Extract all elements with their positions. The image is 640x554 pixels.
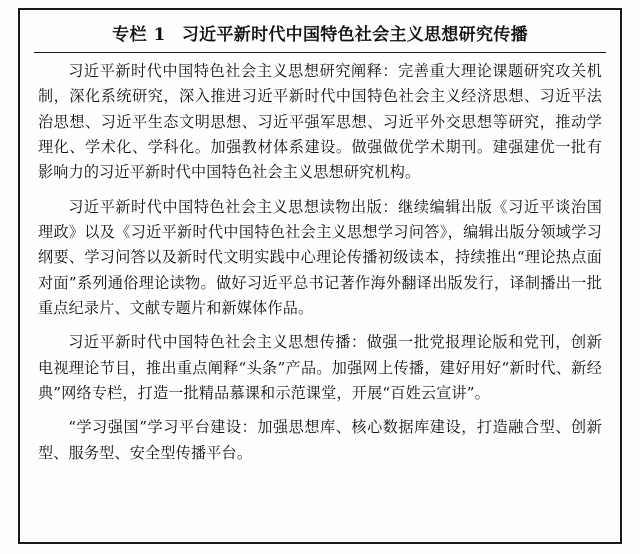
title-divider <box>34 52 606 53</box>
highlight-box-content <box>20 10 620 542</box>
paragraph-platform: “学习强国”学习平台建设：加强思想库、核心数据库建设，打造融合型、创新型、服务型、安全型传播平台。 <box>38 418 602 462</box>
box-title-row <box>34 16 606 48</box>
box-label: 专栏 1 <box>112 25 166 45</box>
highlight-box <box>18 8 622 544</box>
paragraph-dissemination: 习近平新时代中国特色社会主义思想传播：做强一批党报理论版和党刊，创新电视理论节目，推出重点阐释“头条”产品。加强网上传播，建好用好“新时代、新经典”网络专栏，打造一批精品慕课和示范课堂，开展“百姓云宣讲”。 <box>38 333 602 403</box>
paragraph-research: 习近平新时代中国特色社会主义思想研究阐释：完善重大理论课题研究攻关机制，深化系统研究，深入推进习近平新时代中国特色社会主义经济思想、习近平法治思想、习近平生态文明思想、习近平强军思想、习近平外交思想等研究，推动学理化、学术化、学科化。加强教材体系建设。做强做优学术期刊。建强建优一批有影响力的习近平新时代中国特色社会主义思想研究机构。 <box>38 62 602 182</box>
paragraph-publishing: 习近平新时代中国特色社会主义思想读物出版：继续编辑出版《习近平谈治国理政》以及《习近平新时代中国特色社会主义思想学习问答》，编辑出版分领域学习纲要、学习问答以及新时代文明实践中心理论传播初级读本，持续推出“理论热点面对面”系列通俗理论读物。做好习近平总书记著作海外翻译出版发行，译制播出一批重点纪录片、文献专题片和新媒体作品。 <box>38 197 602 318</box>
box-title: 习近平新时代中国特色社会主义思想研究传播 <box>181 25 528 45</box>
box-body <box>34 59 606 466</box>
